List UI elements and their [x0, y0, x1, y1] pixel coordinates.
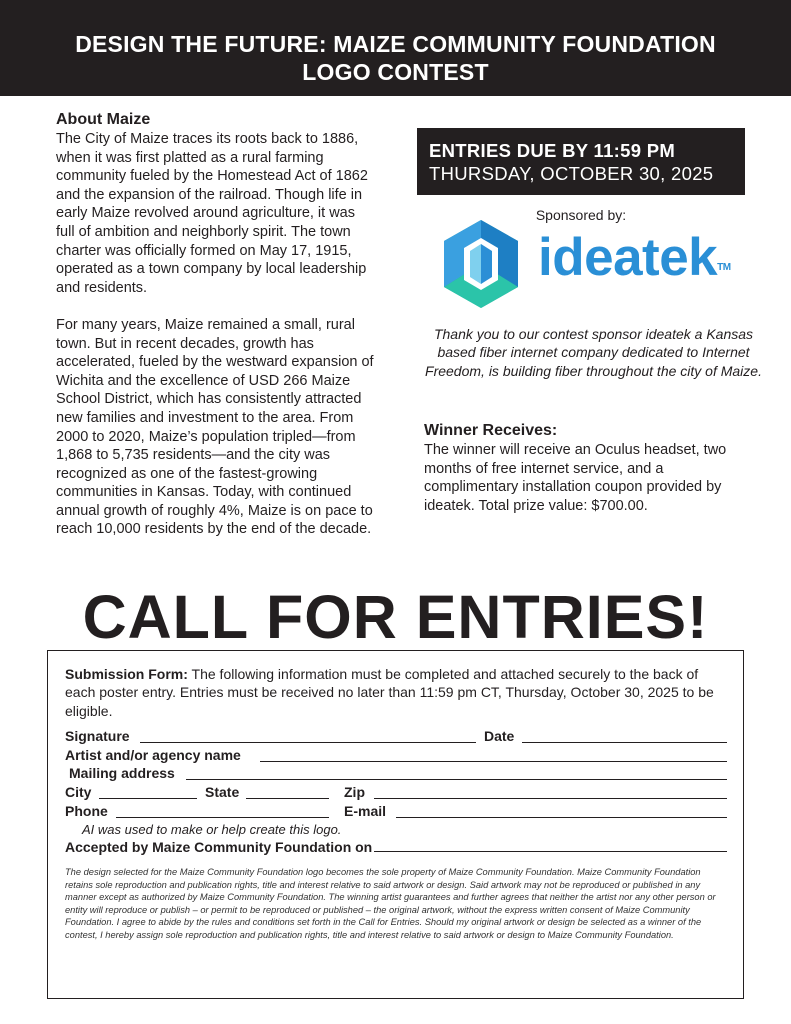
- deadline-date: THURSDAY, OCTOBER 30, 2025: [429, 163, 714, 184]
- date-field[interactable]: [522, 742, 727, 743]
- about-paragraph-1: The City of Maize traces its roots back to 1886, when it was first platted as a rural farming community fueled by the Homestead Act of 1862 and the expansion of the railroad. Though life in early Maize revolved around agriculture, it was full of ambition and neighborly spirit. The town charter was officially formed on May 17, 1915, operated as a town company by local leadership and residents.: [56, 131, 368, 296]
- deadline-time: ENTRIES DUE BY 11:59 PM: [429, 140, 676, 161]
- artist-label: Artist and/or agency name: [65, 747, 241, 763]
- call-for-entries-heading: CALL FOR ENTRIES!: [82, 583, 709, 651]
- accepted-label: Accepted by Maize Community Foundation on: [65, 839, 373, 855]
- page-title: [40, 30, 751, 86]
- mailing-field[interactable]: [186, 779, 727, 780]
- ideatek-hexagon-icon: [440, 218, 522, 310]
- signature-field[interactable]: [140, 742, 476, 743]
- trademark-mark: TM: [717, 262, 731, 273]
- state-label: State: [205, 784, 240, 800]
- sponsored-by-label: Sponsored by:: [535, 207, 627, 223]
- artist-field[interactable]: [260, 761, 727, 762]
- phone-field[interactable]: [116, 817, 329, 818]
- form-intro: [65, 665, 725, 720]
- title-line-1: DESIGN THE FUTURE: MAIZE COMMUNITY FOUNDATION: [75, 31, 716, 57]
- state-field[interactable]: [246, 798, 329, 799]
- title-line-2: LOGO CONTEST: [302, 59, 489, 85]
- sponsor-thanks: Thank you to our contest sponsor ideatek a Kansas based fiber internet company dedicated to Internet Freedom, is building fiber throughout the city of Maize.: [425, 326, 762, 379]
- mailing-label: Mailing address: [69, 765, 175, 781]
- accepted-date-field[interactable]: [374, 851, 727, 852]
- about-heading: About Maize: [56, 111, 151, 128]
- signature-label: Signature: [65, 728, 130, 744]
- deadline-box: [417, 128, 745, 195]
- about-paragraph-2: For many years, Maize remained a small, rural town. But in recent decades, growth has accelerated, fueled by the westward expansion of Wichita and the excellence of USD 266 Maize School District, which has consistently attracted new families and investment to the area. From 2000 to 2020, Maize’s population tripled—from 1,868 to 5,735 residents—and the city was recognized as one of the fastest-growing communities in Kansas. Today, with continued annual growth of roughly 4%, Maize is on pace to reach 10,000 residents by the end of the decade.: [56, 316, 374, 538]
- ideatek-wordmark: ideatek: [538, 228, 718, 287]
- form-intro-label: Submission Form:: [65, 666, 188, 682]
- ai-note: AI was used to make or help create this logo.: [82, 822, 342, 837]
- winner-text: The winner will receive an Oculus headset, two months of free internet service, and a complimentary installation coupon provided by ideatek. Total prize value: $700.00.: [424, 442, 727, 514]
- about-section: [56, 111, 374, 539]
- city-label: City: [65, 784, 92, 800]
- winner-section: [424, 422, 754, 515]
- ideatek-logo: [440, 218, 750, 310]
- form-intro-text: The following information must be completed and attached securely to the back of each poster entry. Entries must be received no later than 11:59 pm CT, Thursday, October 30, 2025 to be eligible.: [65, 666, 714, 719]
- phone-label: Phone: [65, 803, 108, 819]
- email-label: E-mail: [344, 803, 387, 819]
- zip-field[interactable]: [374, 798, 727, 799]
- submission-form: [47, 650, 744, 999]
- legal-terms: The design selected for the Maize Community Foundation logo becomes the sole property of Maize Community Foundation. Maize Community Foundation retains sole reproduction and publication rights, title and interest relative to said artwork or design. Said artwork may not be reproduced or published in any manner except as authorized by Maize Community Foundation. The winning artist guarantees and further agrees that neither the artist nor any other person or entity will reproduce or publish – or permit to be reproduced or published – the original artwork, without the express written consent of Maize Community Foundation. I agree to abide by the rules and conditions set forth in the Call for Entries. Should my original artwork or design be selected as a winner of the contest, I hereby assign sole reproduction and publication rights, title and interest relative to said artwork or design to Maize Community Foundation.: [65, 867, 716, 940]
- date-label: Date: [484, 728, 515, 744]
- email-field[interactable]: [396, 817, 727, 818]
- winner-heading: Winner Receives:: [424, 422, 558, 439]
- city-field[interactable]: [99, 798, 197, 799]
- zip-label: Zip: [344, 784, 365, 800]
